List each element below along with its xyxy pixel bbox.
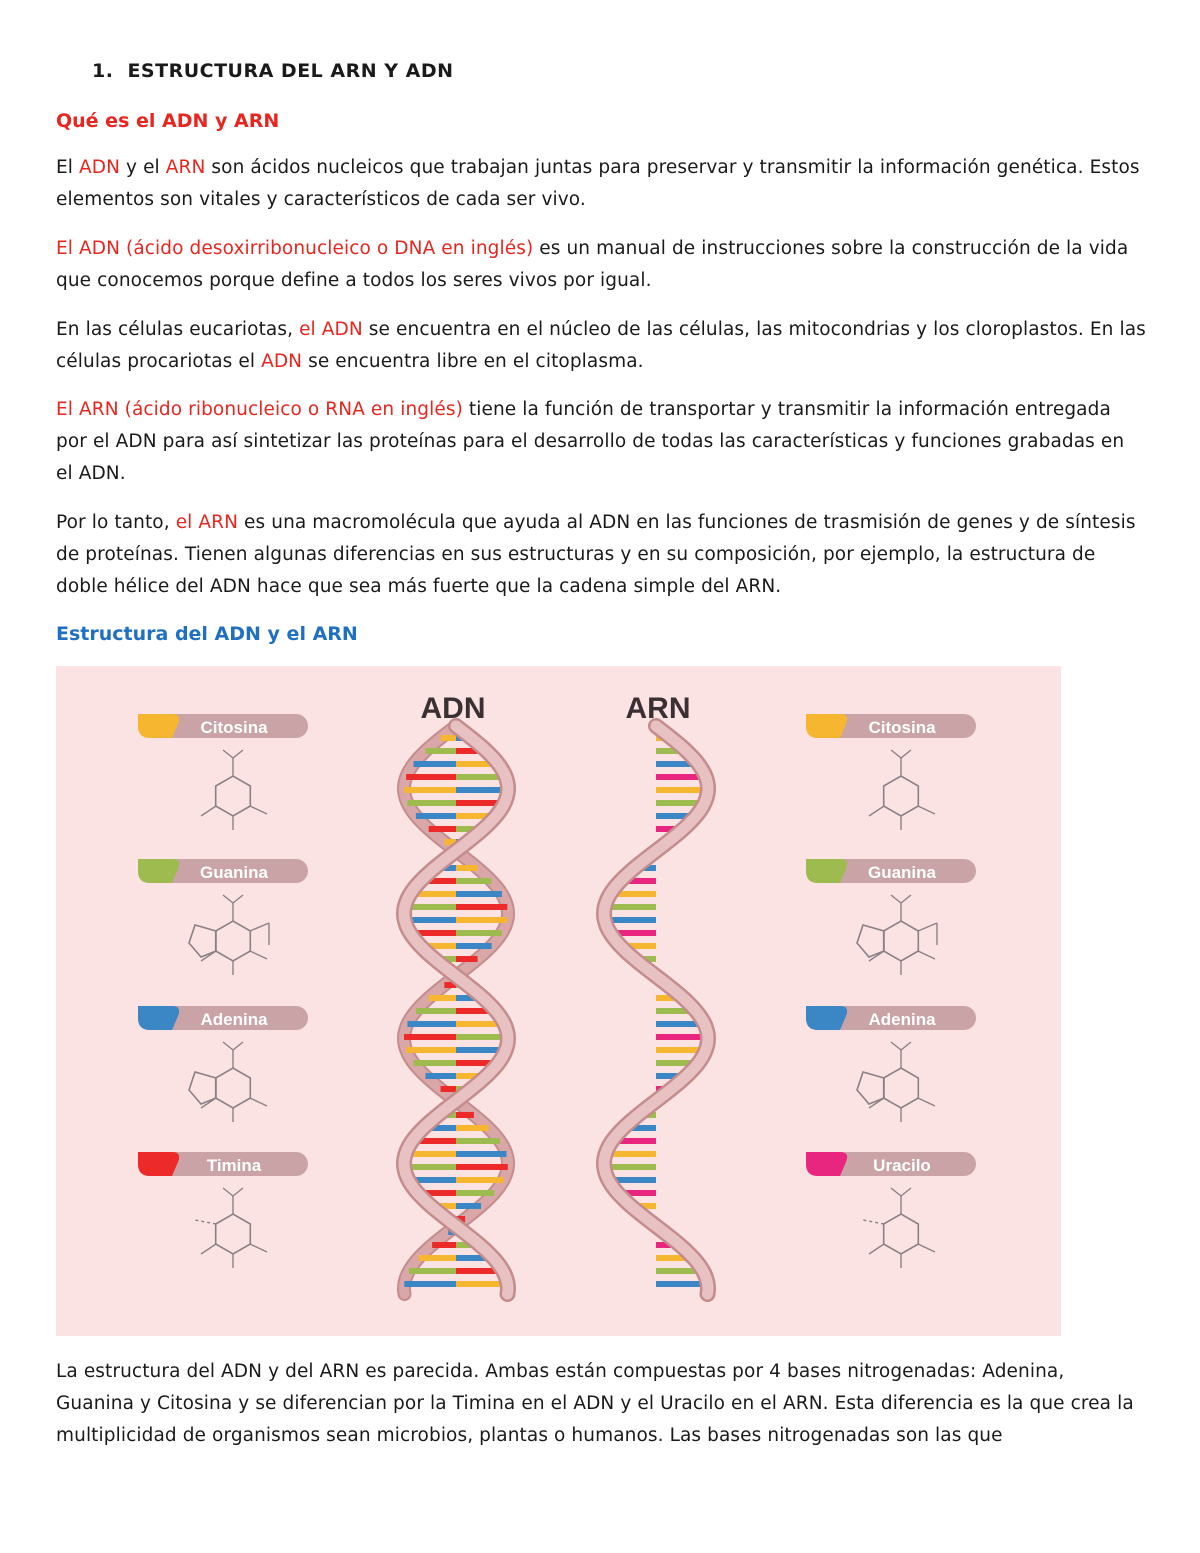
base-color-tab <box>806 714 847 738</box>
molecule-bond <box>901 1188 911 1196</box>
base-pair-right <box>456 1203 481 1209</box>
heading-title: ESTRUCTURA DEL ARN Y ADN <box>127 60 454 82</box>
base-pair-right <box>456 917 507 923</box>
paragraph-arn: El ARN (ácido ribonucleico o RNA en inglés) tiene la función de transportar y transmitir la información entregada por el ADN para así sintetizar las proteínas para el desarrollo de todas las características y funciones grabadas en el ADN. <box>56 399 1125 484</box>
base-pair-left <box>414 1060 456 1066</box>
right-base-uracilo <box>806 1152 976 1268</box>
base-color-tab <box>138 859 179 883</box>
molecule-ring-fused <box>189 925 216 957</box>
molecule-ring <box>884 921 919 961</box>
molecule-ring-fused <box>189 1072 216 1104</box>
molecule-bond <box>918 806 935 814</box>
base-pair-left <box>406 774 456 780</box>
molecule-bond <box>901 750 911 758</box>
base-pair-left <box>404 787 456 793</box>
left-base-timina <box>138 1152 308 1268</box>
base-pair-left <box>404 1281 456 1287</box>
base-color-tab <box>806 1006 847 1030</box>
molecule-bond <box>250 1244 267 1252</box>
molecule-ring <box>216 1068 251 1108</box>
base-color-tab <box>138 1006 179 1030</box>
base-label-timina: Timina <box>206 1156 262 1175</box>
molecule-ring <box>216 776 251 816</box>
molecule-ring <box>884 1214 919 1254</box>
molecule-bond <box>223 895 233 903</box>
paragraph-celulas: En las células eucariotas, el ADN se encuentra en el núcleo de las células, las mitocondrias y los cloroplastos. En las células procariotas el ADN se encuentra libre en el citoplasma. <box>56 319 1146 372</box>
base-pair-right <box>456 1164 508 1170</box>
molecule-bond <box>901 1042 911 1050</box>
section-heading <box>92 60 454 82</box>
molecule-bond <box>233 1188 243 1196</box>
molecule-bond <box>233 1042 243 1050</box>
molecule-bond <box>891 750 901 758</box>
base-pair-left <box>414 761 456 767</box>
base-color-tab <box>806 859 847 883</box>
molecule-bond <box>863 1220 884 1224</box>
paragraph-intro: El ADN y el ARN son ácidos nucleicos que trabajan juntas para preservar y transmitir la información genética. Estos elementos son vitales y característicos de cada ser vivo. <box>56 157 1140 210</box>
molecule-bond <box>891 1188 901 1196</box>
base-pair-left <box>404 1034 456 1040</box>
left-base-citosina <box>138 714 308 830</box>
base-pair-right <box>456 1177 504 1183</box>
paragraph-estructura: La estructura del ADN y del ARN es parecida. Ambas están compuestas por 4 bases nitrogenadas: Adenina, Guanina y Citosina y se diferencian por la Timina en el ADN y el Uracilo en el ARN. Esta diferencia es la que crea la multiplicidad de organismos sean microbios, plantas o humanos. Las bases nitrogenadas son las que <box>56 1361 1134 1446</box>
base-pair-right <box>456 1125 489 1131</box>
base-pair-right <box>456 956 478 962</box>
base-label-guanina: Guanina <box>199 863 269 882</box>
molecule-bond <box>223 750 233 758</box>
molecule-ring <box>216 921 251 961</box>
molecule-bond <box>201 1244 216 1254</box>
molecule-bond <box>201 806 216 816</box>
base-pair-left <box>407 1021 456 1027</box>
molecule-ring-fused <box>857 925 884 957</box>
base-color-tab <box>138 1152 179 1176</box>
base-label-adenina: Adenina <box>200 1010 268 1029</box>
molecule-bond <box>250 1098 267 1106</box>
dna-title: ADN <box>420 692 486 725</box>
molecule-bond <box>901 895 911 903</box>
molecule-bond <box>891 895 901 903</box>
molecule-ring <box>216 1214 251 1254</box>
molecule-bond <box>250 923 269 931</box>
base-pair-right <box>456 865 478 871</box>
molecule-ring <box>884 1068 919 1108</box>
molecule-bond <box>918 1098 935 1106</box>
base-pair-right <box>456 1138 500 1144</box>
base-pair-left <box>432 1242 456 1248</box>
molecule-bond <box>195 1220 216 1224</box>
base-pair-left <box>429 995 456 1001</box>
base-pair-right <box>456 930 502 936</box>
base-pair-left <box>441 1086 456 1092</box>
base-label-citosina: Citosina <box>868 718 936 737</box>
rna-title: ARN <box>625 692 691 725</box>
base-pair-right <box>456 1190 494 1196</box>
subheading-estructura: Estructura del ADN y el ARN <box>56 623 358 645</box>
molecule-bond <box>223 1042 233 1050</box>
molecule-bond <box>918 951 935 959</box>
molecule-bond <box>891 1042 901 1050</box>
molecule-bond <box>869 806 884 816</box>
paragraph-adn: El ADN (ácido desoxirribonucleico o DNA en inglés) es un manual de instrucciones sobre la construcción de la vida que conocemos porque define a todos los seres vivos por igual. <box>56 238 1129 291</box>
molecule-bond <box>918 923 937 931</box>
molecule-ring <box>884 776 919 816</box>
base-pair-left <box>441 735 456 741</box>
base-color-tab <box>138 714 179 738</box>
base-pair-left <box>419 1255 456 1261</box>
right-base-adenina <box>806 1006 976 1122</box>
molecule-bond <box>223 1188 233 1196</box>
base-pair-left <box>425 1073 456 1079</box>
molecule-ring-fused <box>857 1072 884 1104</box>
base-pair-left <box>416 1008 456 1014</box>
molecule-bond <box>233 895 243 903</box>
base-pair-left <box>407 800 456 806</box>
dna-rna-illustration <box>56 666 1061 1336</box>
left-base-adenina <box>138 1006 308 1122</box>
rna-single-strand <box>604 726 708 1294</box>
molecule-bond <box>250 951 267 959</box>
dna-double-helix <box>404 726 508 1294</box>
molecule-bond <box>233 750 243 758</box>
molecule-bond <box>869 1244 884 1254</box>
left-base-guanina <box>138 859 308 975</box>
base-pair-right <box>456 904 507 910</box>
right-base-guanina <box>806 859 976 975</box>
base-pair-right <box>456 1151 507 1157</box>
paragraph-por-lo-tanto: Por lo tanto, el ARN es una macromolécula que ayuda al ADN en las funciones de trasmisión de genes y de síntesis de proteínas. Tienen algunas diferencias en sus estructuras y en su composición, por ejemplo, la estructura de doble hélice del ADN hace que sea más fuerte que la cadena simple del ARN. <box>56 512 1136 597</box>
base-label-adenina: Adenina <box>868 1010 936 1029</box>
base-pair-left <box>409 1268 456 1274</box>
dna-rna-figure <box>56 666 1061 1336</box>
right-base-citosina <box>806 714 976 830</box>
molecule-bond <box>918 1244 935 1252</box>
base-pair-right <box>456 1112 474 1118</box>
base-label-uracilo: Uracilo <box>873 1156 931 1175</box>
base-pair-left <box>416 813 456 819</box>
base-color-tab <box>806 1152 847 1176</box>
heading-number: 1. <box>92 60 114 82</box>
base-pair-left <box>425 748 456 754</box>
molecule-bond <box>250 806 267 814</box>
base-pair-right <box>456 943 492 949</box>
base-pair-right <box>456 878 492 884</box>
base-label-guanina: Guanina <box>867 863 937 882</box>
subheading-que-es: Qué es el ADN y ARN <box>56 110 280 132</box>
base-pair-left <box>406 1047 456 1053</box>
base-pair-left <box>429 826 456 832</box>
base-pair-right <box>456 891 502 897</box>
base-label-citosina: Citosina <box>200 718 268 737</box>
